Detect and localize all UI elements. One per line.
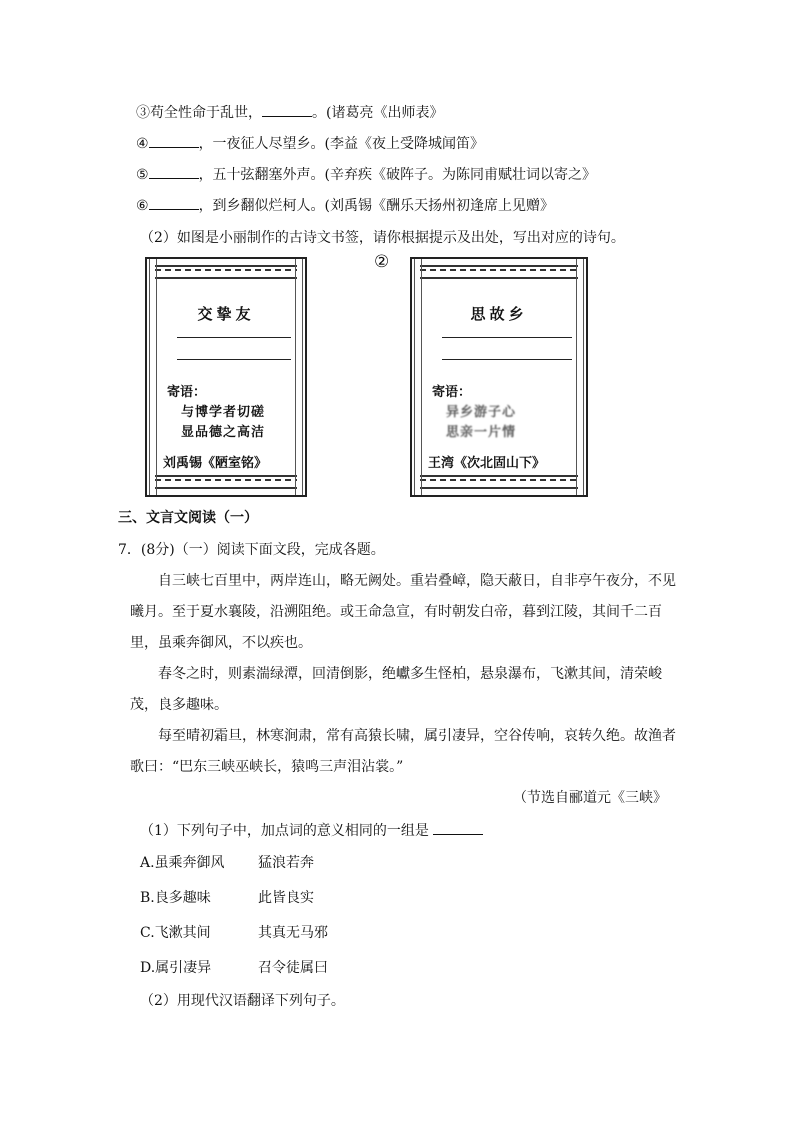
paragraph-text: 每至晴初霜旦，林寒涧肃，常有高猿长啸，属引凄异，空谷传响，哀转久绝。故渔者歌曰：“巴东三峡巫峡长，猿鸣三声泪沾裳。” <box>130 728 676 775</box>
option-right: 猛浪若奔 <box>258 855 314 871</box>
card-note-2: 显品德之高洁 <box>181 425 266 440</box>
answer-blank[interactable] <box>149 133 199 148</box>
passage-source: （节选自郦道元《三峡》 <box>513 790 667 806</box>
passage-paragraph-2 <box>130 659 678 721</box>
card-source: 王湾《次北固山下》 <box>428 456 546 471</box>
item-number: ⑤ <box>136 167 149 183</box>
answer-blank[interactable] <box>149 164 199 179</box>
card-note-1: 异乡游子心 <box>446 405 517 420</box>
answer-blank[interactable] <box>149 195 199 210</box>
fill-line-6 <box>136 195 554 216</box>
bookmark-card-2 <box>410 257 588 497</box>
line-text: ，五十弦翻塞外声。(辛弃疾《破阵子。为陈同甫赋壮词以寄之》 <box>198 167 597 183</box>
card-title: 思故乡 <box>470 305 528 323</box>
paragraph-text: 春冬之时，则素湍绿潭，回清倒影，绝巘多生怪柏，悬泉瀑布，飞漱其间，清荣峻茂，良多趣味。 <box>130 666 662 713</box>
card-marker: ② <box>374 252 390 272</box>
option-left: C.飞漱其间 <box>140 925 211 941</box>
bookmark-card-1 <box>145 257 307 497</box>
passage-paragraph-1 <box>130 566 678 659</box>
answer-blank[interactable] <box>262 102 312 117</box>
option-right: 其真无马邪 <box>258 925 328 941</box>
option-b[interactable] <box>140 888 314 908</box>
q2-prompt: （2）如图是小丽制作的古诗文书签，请你根据提示及出处，写出对应的诗句。 <box>140 230 625 246</box>
option-a[interactable] <box>140 853 314 873</box>
card-source: 刘禹锡《陋室铭》 <box>163 456 268 471</box>
line-text: 。(诸葛亮《出师表》 <box>312 105 444 121</box>
card-edge <box>576 259 584 495</box>
line-text: ，一夜征人尽望乡。(李益《夜上受降城闻笛》 <box>198 136 485 152</box>
answer-line-1[interactable] <box>442 337 572 338</box>
option-left: A.虽乘奔御风 <box>140 855 225 871</box>
line-text: 苟全性命于乱世， <box>150 105 262 121</box>
passage-paragraph-3 <box>130 721 678 783</box>
option-left: B.良多趣味 <box>140 890 211 906</box>
item-number: ④ <box>136 136 149 152</box>
card-label: 寄语： <box>432 385 472 400</box>
card-label: 寄语： <box>167 385 207 400</box>
ornament-band-bottom <box>155 475 297 489</box>
answer-line-2[interactable] <box>177 359 291 360</box>
option-d[interactable] <box>140 958 328 978</box>
option-right: 召令徒属曰 <box>258 960 328 976</box>
question-text: （1）下列句子中，加点词的意义相同的一组是 <box>140 823 429 839</box>
question-7-2: （2）用现代汉语翻译下列句子。 <box>140 993 345 1009</box>
card-edge <box>295 259 303 495</box>
fill-line-3 <box>136 102 443 123</box>
paragraph-text: 自三峡七百里中，两岸连山，略无阙处。重岩叠嶂，隐天蔽日，自非亭午夜分，不见曦月。至于夏水襄陵，沿溯阻绝。或王命急宣，有时朝发白帝，暮到江陵，其间千二百里，虽乘奔御风，不以疾也。 <box>130 573 676 651</box>
ornament-band-top <box>420 265 578 279</box>
answer-blank[interactable] <box>433 820 483 835</box>
card-edge <box>414 259 422 495</box>
ornament-band-bottom <box>420 475 578 489</box>
fill-line-5 <box>136 164 596 185</box>
option-left: D.属引凄异 <box>140 960 212 976</box>
answer-line-2[interactable] <box>442 359 572 360</box>
section-heading: 三、文言文阅读（一） <box>118 510 258 526</box>
card-note-2: 思亲一片情 <box>446 425 517 440</box>
item-number: ③ <box>136 105 150 121</box>
question-7-intro: 7．(8分)（一）阅读下面文段，完成各题。 <box>118 542 385 558</box>
card-edge <box>149 259 157 495</box>
fill-line-4 <box>136 133 484 154</box>
option-right: 此皆良实 <box>258 890 314 906</box>
answer-line-1[interactable] <box>177 337 291 338</box>
card-note-1: 与博学者切磋 <box>181 405 266 420</box>
option-c[interactable] <box>140 923 328 943</box>
card-title: 交挚友 <box>197 305 255 323</box>
line-text: ，到乡翻似烂柯人。(刘禹锡《酬乐天扬州初逢席上见赠》 <box>198 198 555 214</box>
item-number: ⑥ <box>136 198 149 214</box>
question-7-1 <box>140 820 483 841</box>
ornament-band-top <box>155 265 297 279</box>
